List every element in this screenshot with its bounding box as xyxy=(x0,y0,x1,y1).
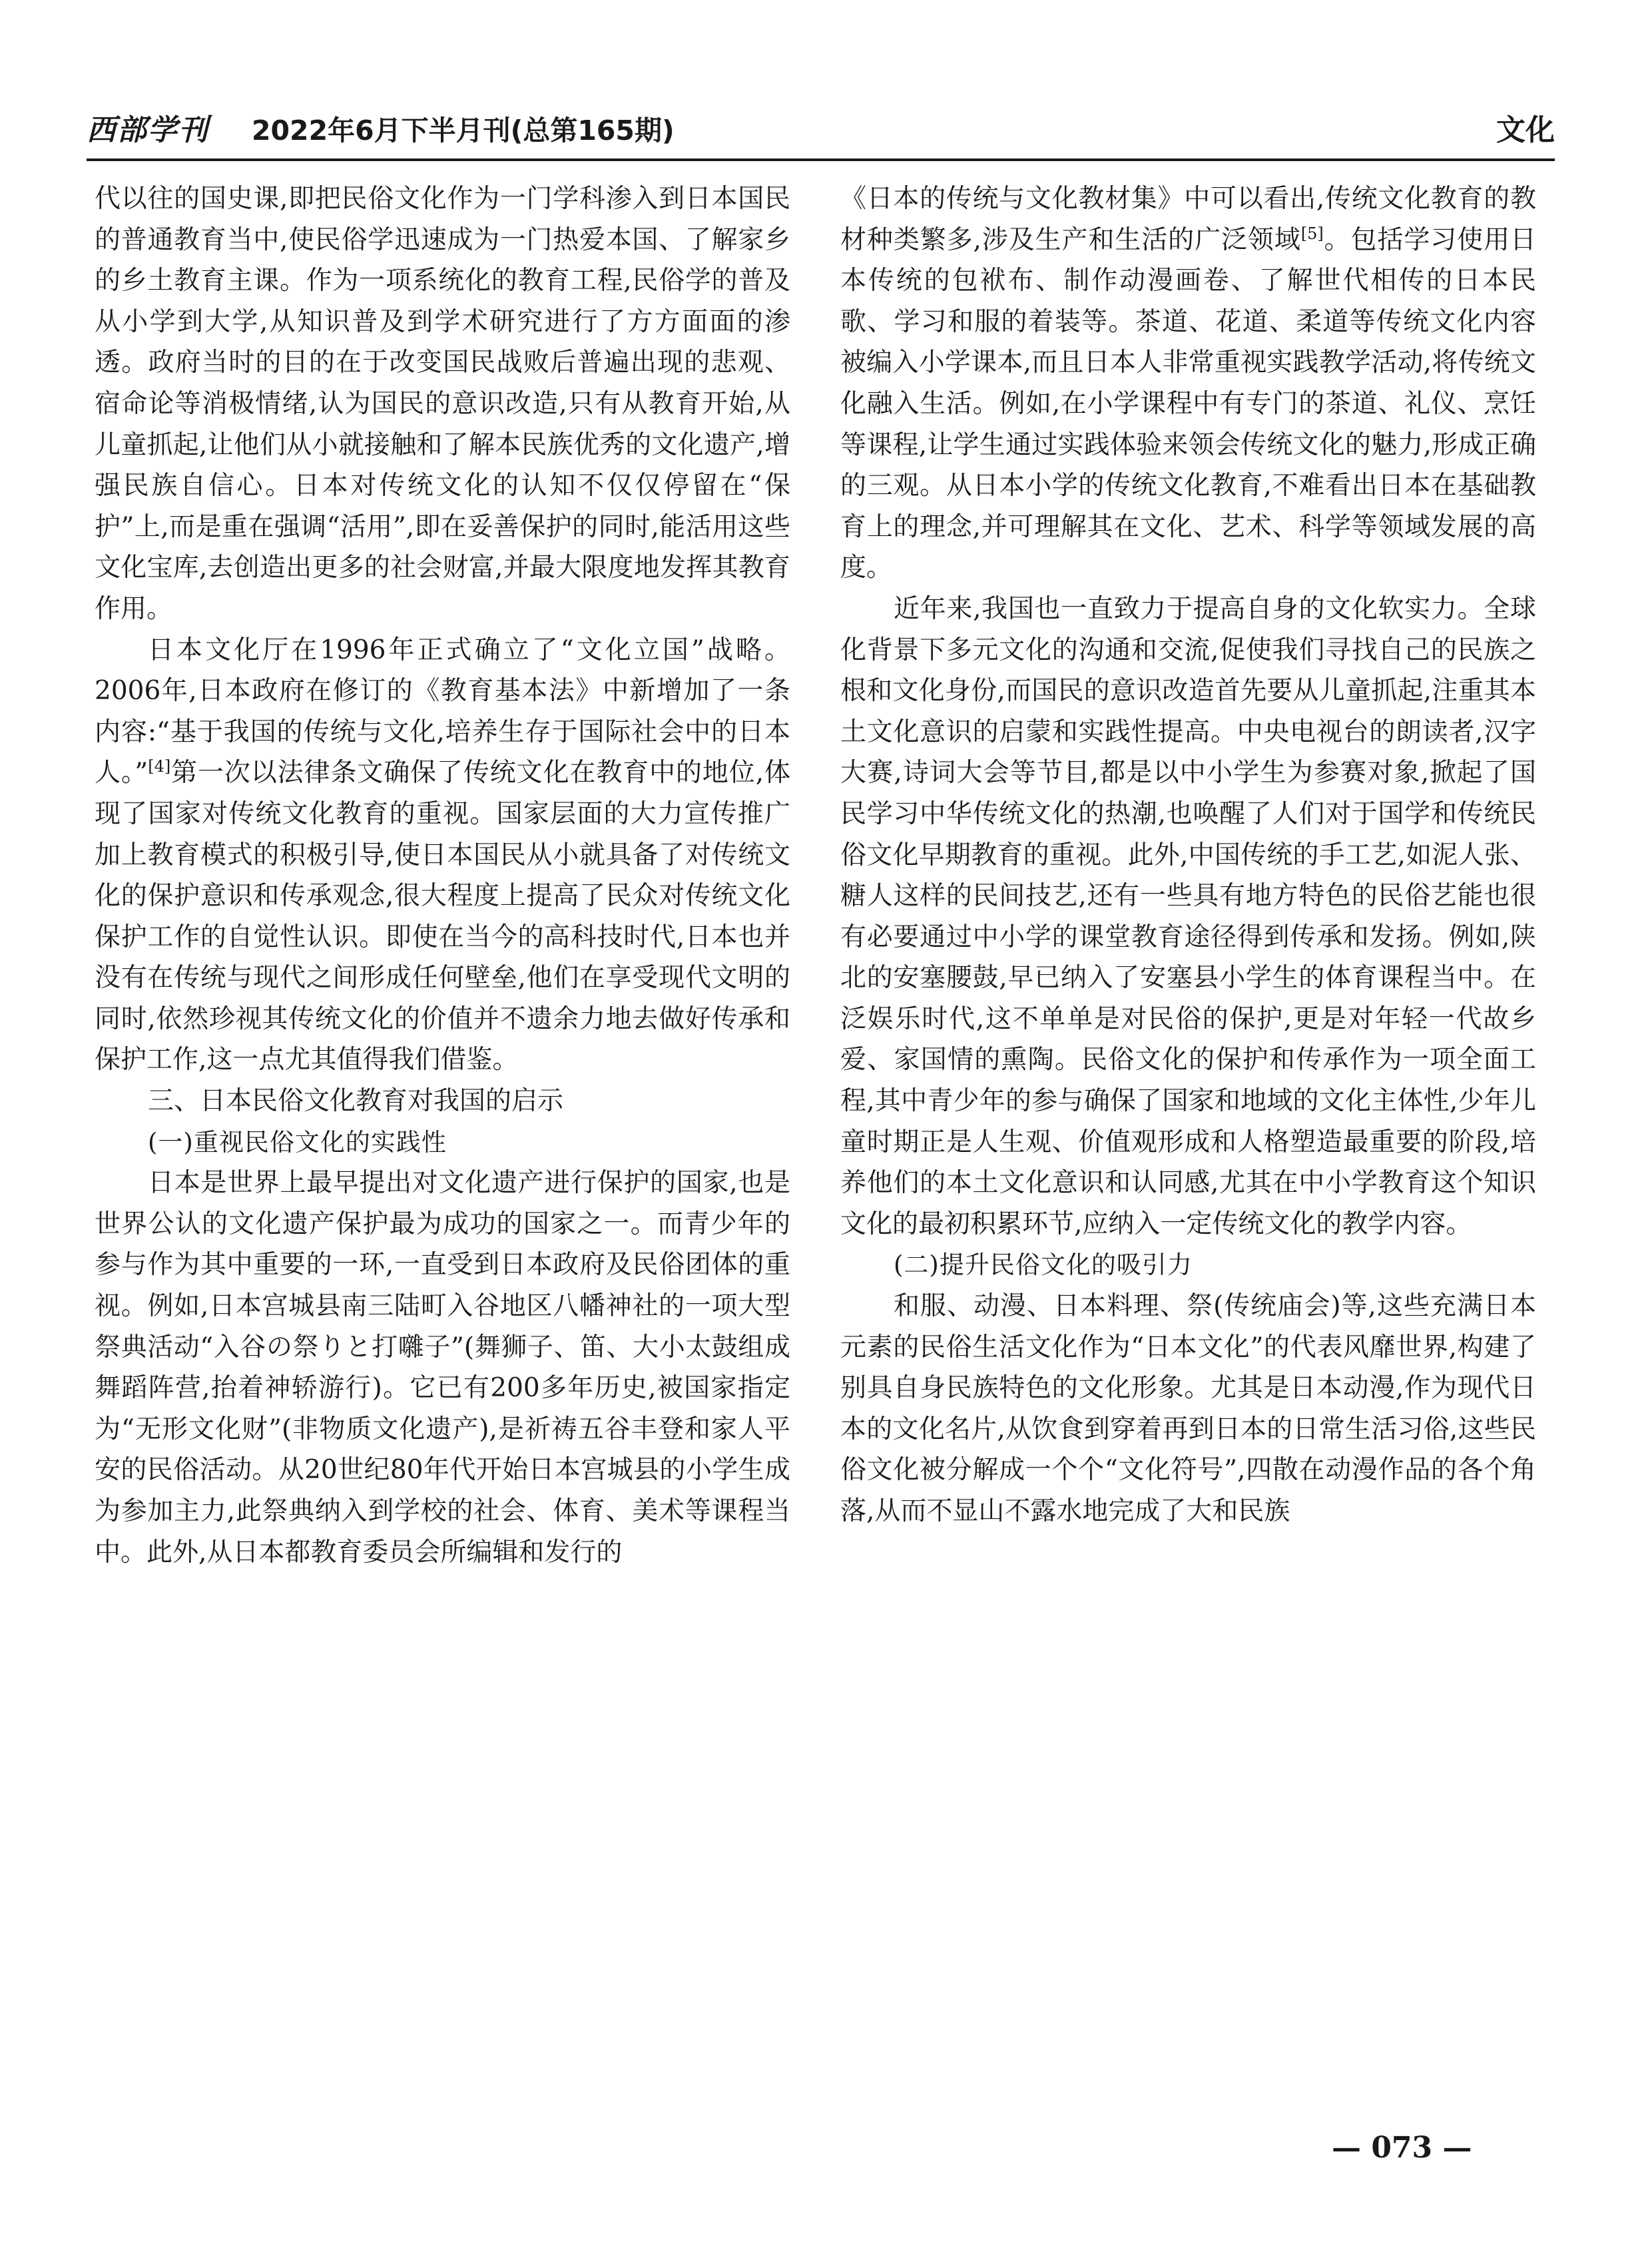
section-label: 文化 xyxy=(1496,113,1555,147)
left-column xyxy=(95,178,790,1573)
paragraph: 日本是世界上最早提出对文化遗产进行保护的国家,也是世界公认的文化遗产保护最为成功的国家之一。而青少年的参与作为其中重要的一环,一直受到日本政府及民俗团体的重视。例如,日本宫城县南三陆町入谷地区八幡神社的一项大型祭典活动“入谷の祭りと打囃子”(舞狮子、笛、大小太鼓组成舞蹈阵营,抬着神轿游行)。它已有200多年历史,被国家指定为“无形文化财”(非物质文化遗产),是祈祷五谷丰登和家人平安的民俗活动。从20世纪80年代开始日本宫城县的小学生成为参加主力,此祭典纳入到学校的社会、体育、美术等课程当中。此外,从日本都教育委员会所编辑和发行的 xyxy=(95,1168,790,1567)
running-header xyxy=(87,111,1555,150)
citation-marker: [4] xyxy=(148,757,171,776)
paragraph: 代以往的国史课,即把民俗文化作为一门学科渗入到日本国民的普通教育当中,使民俗学迅速成为一门热爱本国、了解家乡的乡土教育主课。作为一项系统化的教育工程,民俗学的普及从小学到大学,从知识普及到学术研究进行了方方面面的渗透。政府当时的目的在于改变国民战败后普遍出现的悲观、宿命论等消极情绪,认为国民的意识改造,只有从教育开始,从儿童抓起,让他们从小就接触和了解本民族优秀的文化遗产,增强民族自信心。日本对传统文化的认知不仅仅停留在“保护”上,而是重在强调“活用”,即在妥善保护的同时,能活用这些文化宝库,去创造出更多的社会财富,并最大限度地发挥其教育作用。 xyxy=(95,184,790,624)
paragraph xyxy=(840,178,1536,589)
citation-marker: [5] xyxy=(1300,224,1324,243)
right-column xyxy=(840,178,1536,1532)
paragraph xyxy=(95,630,790,1081)
header-rule xyxy=(87,158,1555,161)
subsection-heading: (二)提升民俗文化的吸引力 xyxy=(894,1251,1193,1280)
subsection-heading: (一)重视民俗文化的实践性 xyxy=(148,1127,447,1157)
issue-info: 2022年6月下半月刊(总第165期) xyxy=(252,115,675,146)
page-number: — 073 — xyxy=(1332,2131,1472,2165)
paragraph-text: 。包括学习使用日本传统的包袱布、制作动漫画卷、了解世代相传的日本民歌、学习和服的着装等。茶道、花道、柔道等传统文化内容被编入小学课本,而且日本人非常重视实践教学活动,将传统文化融入生活。例如,在小学课程中有专门的茶道、礼仪、烹饪等课程,让学生通过实践体验来领会传统文化的魅力,形成正确的三观。从日本小学的传统文化教育,不难看出日本在基础教育上的理念,并可理解其在文化、艺术、科学等领域发展的高度。 xyxy=(840,224,1536,583)
paragraph-text: 日本文化厅在1996年正式确立了“文化立国”战略。2006年,日本政府在修订的《教育基本法》中新增加了一条内容:“基于我国的传统与文化,培养生存于国际社会中的日本人。” xyxy=(95,635,790,788)
paragraph-text: 《日本的传统与文化教材集》中可以看出,传统文化教育的教材种类繁多,涉及生产和生活的广泛领域 xyxy=(840,184,1536,255)
paragraph: 和服、动漫、日本料理、祭(传统庙会)等,这些充满日本元素的民俗生活文化作为“日本文化”的代表风靡世界,构建了别具自身民族特色的文化形象。尤其是日本动漫,作为现代日本的文化名片,从饮食到穿着再到日本的日常生活习俗,这些民俗文化被分解成一个个“文化符号”,四散在动漫作品的各个角落,从而不显山不露水地完成了大和民族 xyxy=(840,1291,1536,1526)
paragraph: 近年来,我国也一直致力于提高自身的文化软实力。全球化背景下多元文化的沟通和交流,促使我们寻找自己的民族之根和文化身份,而国民的意识改造首先要从儿童抓起,注重其本土文化意识的启蒙和实践性提高。中央电视台的朗读者,汉字大赛,诗词大会等节目,都是以中小学生为参赛对象,掀起了国民学习中华传统文化的热潮,也唤醒了人们对于国学和传统民俗文化早期教育的重视。此外,中国传统的手工艺,如泥人张、糖人这样的民间技艺,还有一些具有地方特色的民俗艺能也很有必要通过中小学的课堂教育途径得到传承和发扬。例如,陕北的安塞腰鼓,早已纳入了安塞县小学生的体育课程当中。在泛娱乐时代,这不单单是对民俗的保护,更是对年轻一代故乡爱、家国情的熏陶。民俗文化的保护和传承作为一项全面工程,其中青少年的参与确保了国家和地域的文化主体性,少年儿童时期正是人生观、价值观形成和人格塑造最重要的阶段,培养他们的本土文化意识和认同感,尤其在中小学教育这个知识文化的最初积累环节,应纳入一定传统文化的教学内容。 xyxy=(840,593,1536,1239)
journal-logo: 西部学刊 xyxy=(87,113,209,147)
paragraph-text: 第一次以法律条文确保了传统文化在教育中的地位,体现了国家对传统文化教育的重视。国家层面的大力宣传推广加上教育模式的积极引导,使日本国民从小就具备了对传统文化的保护意识和传承观念,很大程度上提高了民众对传统文化保护工作的自觉性认识。即使在当今的高科技时代,日本也并没有在传统与现代之间形成任何壁垒,他们在享受现代文明的同时,依然珍视其传统文化的价值并不遗余力地去做好传承和保护工作,这一点尤其值得我们借鉴。 xyxy=(95,758,790,1075)
section-heading: 三、日本民俗文化教育对我国的启示 xyxy=(148,1086,564,1117)
